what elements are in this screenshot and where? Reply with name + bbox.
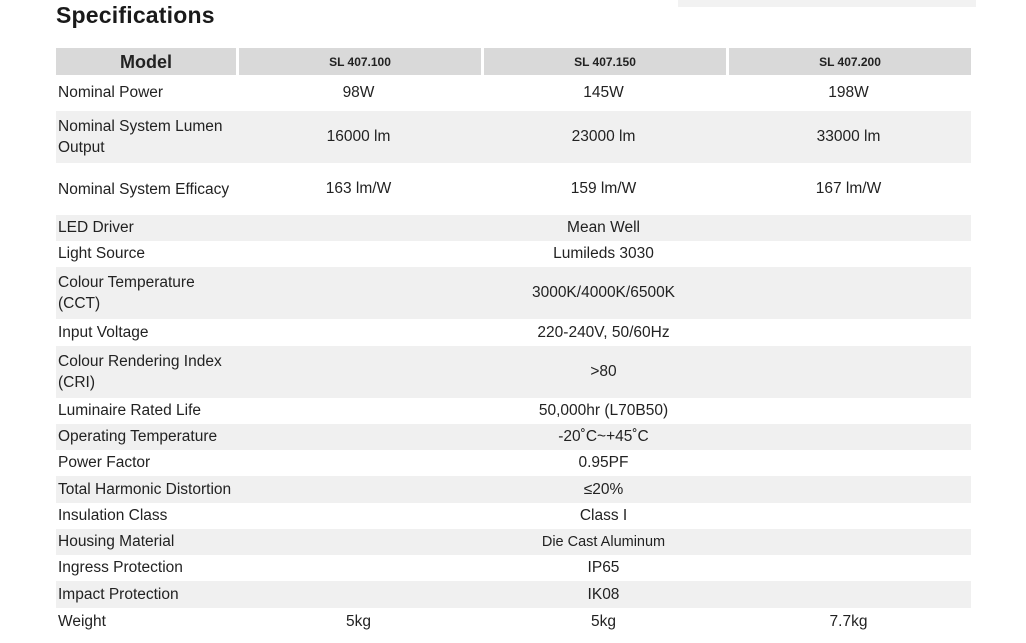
table-row [56,163,971,215]
row-value: 98W [342,84,375,101]
row-value: -20˚C~+45˚C [558,428,649,445]
row-value: Mean Well [567,219,640,236]
row-label: Power Factor [58,454,151,471]
page-title: Specifications [56,2,215,28]
row-label: Total Harmonic Distortion [58,480,232,498]
row-label: Colour Rendering Index (CRI) [58,353,222,391]
row-value: 198W [828,84,869,101]
row-value: 7.7kg [829,612,868,630]
table-row [56,319,971,346]
row-label: Ingress Protection [58,559,183,576]
table-row [56,529,971,555]
table-row [56,346,971,398]
table-row [56,608,971,635]
row-label: Nominal System Lumen Output [58,118,223,156]
row-label: Input Voltage [58,323,149,341]
table-row [56,241,971,267]
row-value: IP65 [587,559,620,576]
row-label: Operating Temperature [58,428,218,445]
row-value: 5kg [346,612,371,630]
table-row [56,267,971,319]
row-value: 3000K/4000K/6500K [531,284,676,301]
header-col-3: SL 407.200 [726,48,971,75]
table-row [56,555,971,581]
spec-table [56,48,971,635]
row-value: ≤20% [583,480,624,498]
row-value: Die Cast Aluminum [541,534,666,550]
table-row [56,424,971,450]
row-value: 0.95PF [578,454,629,471]
row-label: Light Source [58,245,146,262]
table-row [56,503,971,529]
row-value: 23000 lm [571,128,636,145]
row-value: 5kg [591,612,616,630]
table-row [56,450,971,476]
row-value: IK08 [587,585,620,603]
row-label: Weight [58,612,106,630]
row-value: Lumileds 3030 [553,245,654,262]
row-label: Impact Protection [58,585,179,603]
row-value: 159 lm/W [570,180,637,197]
row-label: Housing Material [58,533,175,550]
row-value: 33000 lm [816,128,881,145]
row-value: 167 lm/W [815,180,882,197]
table-header-row [56,48,971,75]
header-col-2: SL 407.150 [481,48,726,75]
row-value: 163 lm/W [325,180,392,197]
row-value: 16000 lm [326,128,391,145]
row-value: Class I [579,507,628,524]
row-value: 220-240V, 50/60Hz [537,323,670,341]
table-row [56,476,971,503]
row-value: 145W [583,84,624,101]
top-decor-bar [678,0,976,7]
row-label: LED Driver [58,219,134,236]
row-label: Nominal Power [58,84,164,101]
table-row [56,111,971,163]
table-row [56,581,971,608]
row-label: Nominal System Efficacy [58,180,230,198]
row-label: Luminaire Rated Life [58,402,202,419]
table-row [56,215,971,241]
row-value: 50,000hr (L70B50) [538,402,669,419]
header-col-1: SL 407.100 [236,48,481,75]
table-row [56,398,971,424]
table-row [56,75,971,111]
row-label: Insulation Class [58,507,168,524]
row-label: Colour Temperature (CCT) [58,274,195,312]
header-model: Model [56,48,236,75]
row-value: >80 [590,363,617,380]
